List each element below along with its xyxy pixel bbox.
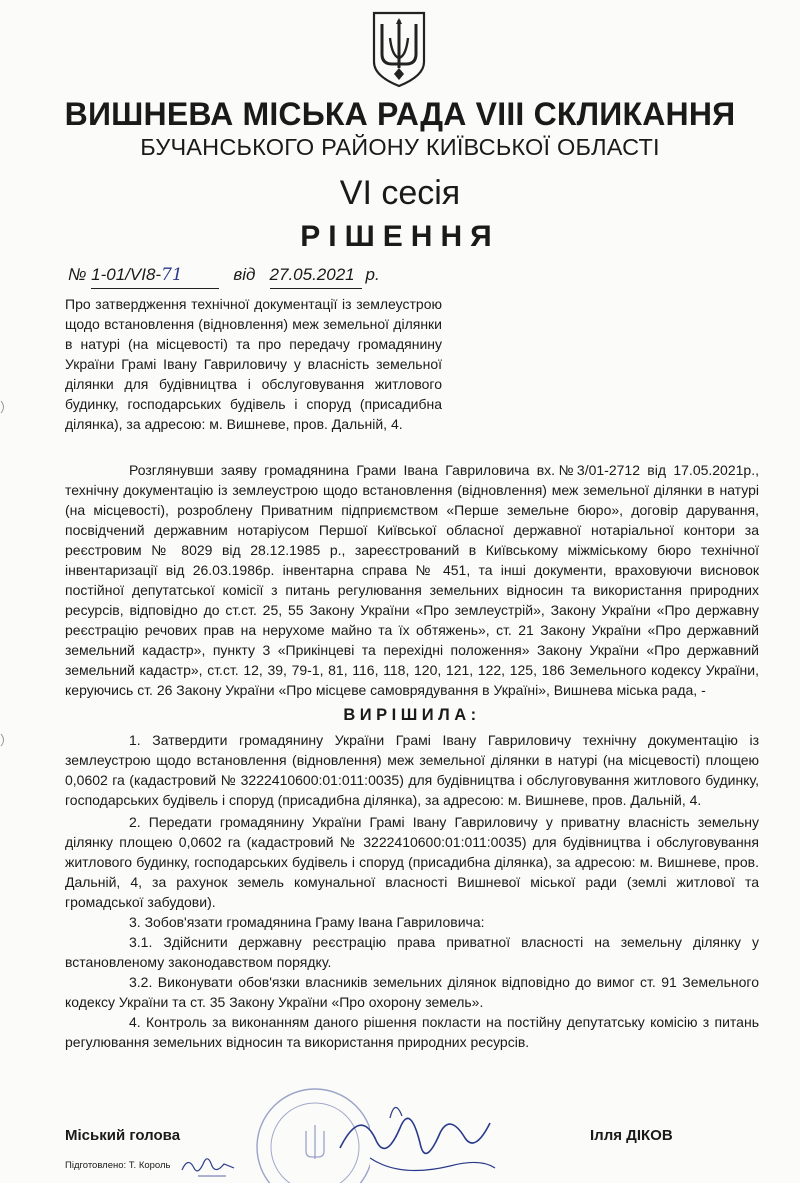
resolved-heading: ВИРІШИЛА: (343, 706, 481, 724)
item-3-2: 3.2. Виконувати обов'язки власників земельних ділянок відповідно до вимог ст. 91 Земельного кодексу України та ст. 35 Закону України «Про охорону земель». (65, 974, 759, 1010)
scan-mark-icon (0, 733, 8, 747)
decision-number-line (68, 262, 380, 289)
item-2: 2. Передати громадянину України Грамі Івану Гавриловичу у приватну власність земельну ділянку площею 0,0602 га (кадастровий № 3222410600:01:011:0035) для будівництва і обслуговування житлового будинку, господарських будівель і споруд (присадибна ділянка), за адресою: м. Вишневе, пров. Дальній, 4, за рахунок земель комунальної власності Вишневої міської ради (землі житлової та громадської забудови). (65, 814, 759, 910)
date-label: від (233, 265, 256, 284)
prepared-by: Підготовлено: Т. Король (65, 1160, 171, 1171)
number-label: № (68, 265, 87, 284)
scan-mark-icon (0, 400, 8, 414)
signature-role: Міський голова (65, 1127, 181, 1144)
item-3: 3. Зобов'язати громадянина Граму Івана Гавриловича: (129, 914, 485, 930)
district-name: БУЧАНСЬКОГО РАЙОНУ КИЇВСЬКОЇ ОБЛАСТІ (140, 134, 660, 160)
preparer-signature (178, 1150, 238, 1180)
session-number: VI сесія (339, 174, 461, 212)
mayor-signature (330, 1088, 500, 1183)
decision-subject: Про затвердження технічної документації із землеустрою щодо встановлення (відновлення) меж земельної ділянки в натурі (на місцевості) та про передачу громадянину України Грамі Івану Гавриловичу у власність земельної ділянки для будівництва і обслуговування житлового будинку, господарських будівель і споруд (присадибна ділянка), за адресою: м. Вишневе, пров. Дальній, 4. (65, 296, 442, 432)
item-3-1: 3.1. Здійснити державну реєстрацію права приватної власності на земельну ділянку у встановленому законодавством порядку. (65, 934, 759, 970)
date-suffix: р. (365, 265, 380, 284)
item-1: 1. Затвердити громадянину України Грамі Івану Гавриловичу технічну документацію із землеустрою щодо встановлення (відновлення) меж земельної ділянки в натурі (на місцевості) площею 0,0602 га (кадастровий № 3222410600:01:011:0035) для будівництва і обслуговування житлового будинку, господарських будівель і споруд (присадибна ділянка), за адресою: м. Вишневе, пров. Дальній, 4. (65, 732, 759, 808)
preamble-paragraph: Розглянувши заяву громадянина Грами Івана Гавриловича вх.№3/01-2712 від 17.05.2021р., технічну документацію із землеустрою щодо встановлення (відновлення) меж земельної ділянки в натурі (на місцевості), розроблену Приватним підприємством «Перше земельне бюро», договір дарування, посвідчений державним нотаріусом Першої Київської обласної державної нотаріальної контори за реєстровим № 8029 від 28.12.1985 р., зареєстрований в Київському міжміському бюро технічної інвентаризації від 26.03.1986р. інвентарна справа № 451, та інші документи, враховуючи висновок постійної депутатської комісії з питань регулювання земельних відносин та використання природних ресурсів, відповідно до ст.ст. 25, 55 Закону України «Про землеустрій», Закону України «Про державну реєстрацію речових прав на нерухоме майно та їх обтяжень», ст. 21 Закону України «Про державний земельний кадастр», пункту 3 «Прикінцеві та перехідні положення» Закону України «Про державний земельний кадастр», ст.ст. 12, 39, 79-1, 81, 116, 118, 120, 121, 122, 125, 186 Земельного кодексу України, керуючись ст. 26 Закону України «Про місцеве самоврядування в Україні», Вишнева міська рада, - (65, 462, 759, 698)
decision-date: 27.05.2021 (270, 262, 362, 289)
decision-body (65, 460, 759, 1052)
handwritten-number: 71 (161, 265, 183, 285)
signatory-name: Ілля ДІКОВ (590, 1127, 673, 1144)
trident-emblem-icon (370, 10, 428, 88)
item-4: 4. Контроль за виконанням даного рішення покласти на постійну депутатську комісію з питань регулювання земельних відносин та використання природних ресурсів. (65, 1014, 759, 1050)
council-name: ВИШНЕВА МІСЬКА РАДА VIII СКЛИКАННЯ (64, 96, 736, 132)
decision-number: 1-01/VI8-71 (91, 262, 219, 289)
document-type: РІШЕННЯ (300, 220, 500, 253)
